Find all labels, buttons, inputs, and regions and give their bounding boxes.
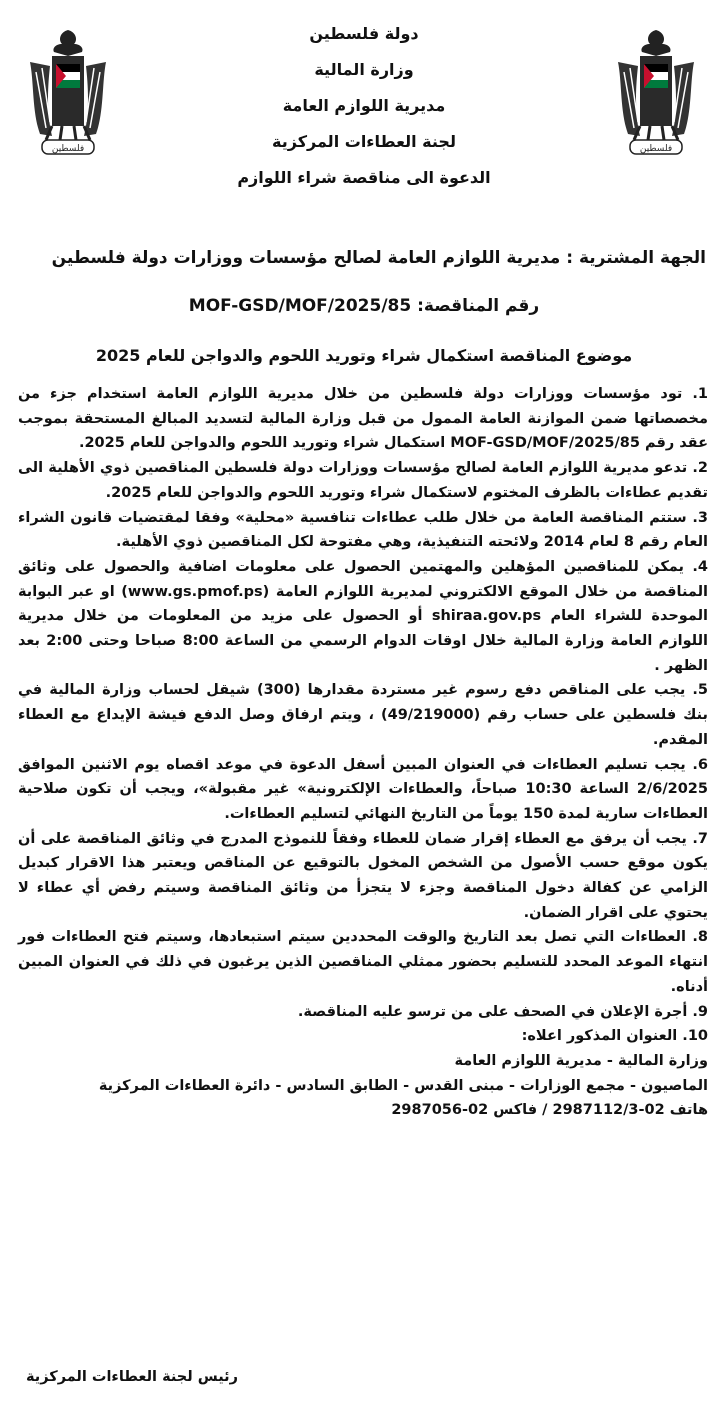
clause-1: 1. تود مؤسسات ووزارات دولة فلسطين من خلال مديرية اللوازم العامة استخدام جزء من مخصصاتها ضمن الموازنة العامة الممول من قبل وزارة المالية لتسديد المبالغ المستحقة بموجب عقد رقم MOF-GSD/MOF/2025/85 استكمال شراء وتوريد اللحوم والدواجن للعام 2025. [18, 386, 708, 452]
letterhead [130, 24, 598, 204]
clause-9: 9. أجرة الإعلان في الصحف على من ترسو عليه المناقصة. [297, 1003, 708, 1020]
directorate-name: مديرية اللوازم العامة [282, 96, 446, 115]
emblem-scroll-label: فلسطين [639, 144, 673, 154]
clause-3: 3. ستتم المناقصة العامة من خلال طلب عطاءات تنافسية «محلية» وفقا لمقتضيات قانون الشراء العام رقم 8 لعام 2014 ولائحته التنفيذية، وهي مفتوحة لكل المناقصين ذوي الأهلية. [18, 509, 708, 551]
palestine-eagle-emblem-right [610, 22, 702, 162]
tender-subject: موضوع المناقصة استكمال شراء وتوريد اللحوم والدواجن للعام 2025 [95, 346, 633, 365]
clause-7: 7. يجب أن يرفق مع العطاء إقرار ضمان للعطاء وفقاً للنموذج المدرج في وثائق المناقصة على أن يكون موقع حسب الأصول من الشخص المخول بالتوقيع عن المناقص ويعتبر هذا الاقرار كبديل الزامي عن كفالة دخول المناقصة وجزء لا يتجزأ من وثائق المناقصة وسيتم رفض أي عطاء لا يحتوي على اقرار الضمان. [18, 830, 708, 921]
contact-phone-fax: هاتف 02-2987112/3 / فاكس 02-2987056 [391, 1102, 708, 1119]
notice-body [18, 382, 708, 1123]
address-line-1: وزارة المالية - مديرية اللوازم العامة [454, 1052, 708, 1069]
palestine-eagle-emblem-left [22, 22, 114, 162]
ministry-name: وزارة المالية [314, 60, 414, 79]
clause-10: 10. العنوان المذكور اعلاه: [521, 1028, 708, 1045]
clause-4: 4. يمكن للمناقصين المؤهلين والمهتمين الحصول على معلومات اضافية والحصول على وثائق المناقصة من خلال الموقع الالكتروني لمديرية اللوازم العامة (www.gs.pmof.ps) او عبر البوابة الموحدة للشراء العام shiraa.gov.ps أو الحصول على مزيد من المعلومات من خلال مديرية اللوازم العامة وزارة المالية خلال اوقات الدوام الرسمي من الساعة 8:00 صباحا وحتى 2:00 بعد الظهر . [18, 558, 709, 674]
invitation-title: الدعوة الى مناقصة شراء اللوازم [237, 168, 491, 187]
clause-8: 8. العطاءات التي تصل بعد التاريخ والوقت المحددين سيتم استبعادها، وسيتم فتح العطاءات فور انتهاء الموعد المحدد للتسليم بحضور ممثلي المناقصين الذين يرغبون في ذلك في العنوان المبين أدناه. [18, 929, 708, 995]
state-name: دولة فلسطين [309, 24, 419, 43]
emblem-scroll-label: فلسطين [51, 144, 85, 154]
clause-5: 5. يجب على المناقص دفع رسوم غير مستردة مقدارها (300) شيقل لحساب وزارة المالية في بنك فلسطين على حساب رقم (49/219000) ، ويتم ارفاق وصل الدفع فيشة الإيداع مع العطاء المقدم. [18, 682, 708, 748]
tender-number: رقم المناقصة: MOF-GSD/MOF/2025/85 [188, 296, 540, 316]
address-line-2: الماصيون - مجمع الوزارات - مبنى القدس - الطابق السادس - دائرة العطاءات المركزية [98, 1077, 708, 1094]
clause-6: 6. يجب تسليم العطاءات في العنوان المبين أسفل الدعوة في موعد اقصاه يوم الاثنين الموافق 2/6/2025 الساعة 10:30 صباحاً، والعطاءات الإلكترونية» غير مقبولة»، ويجب أن تكون صلاحية العطاءات سارية لمدة 150 يوماً من التاريخ النهائي لتسليم العطاءات. [18, 756, 708, 822]
signature-title: رئيس لجنة العطاءات المركزية [26, 1369, 238, 1385]
clause-2: 2. تدعو مديرية اللوازم العامة لصالح مؤسسات ووزارات دولة فلسطين المناقصين ذوي الأهلية الى تقديم عطاءات بالظرف المختوم لاستكمال شراء وتوريد اللحوم والدواجن للعام 2025. [18, 460, 708, 501]
committee-name: لجنة العطاءات المركزية [272, 132, 456, 151]
procuring-entity: الجهة المشترية : مديرية اللوازم العامة لصالح مؤسسات ووزارات دولة فلسطين [51, 248, 706, 268]
